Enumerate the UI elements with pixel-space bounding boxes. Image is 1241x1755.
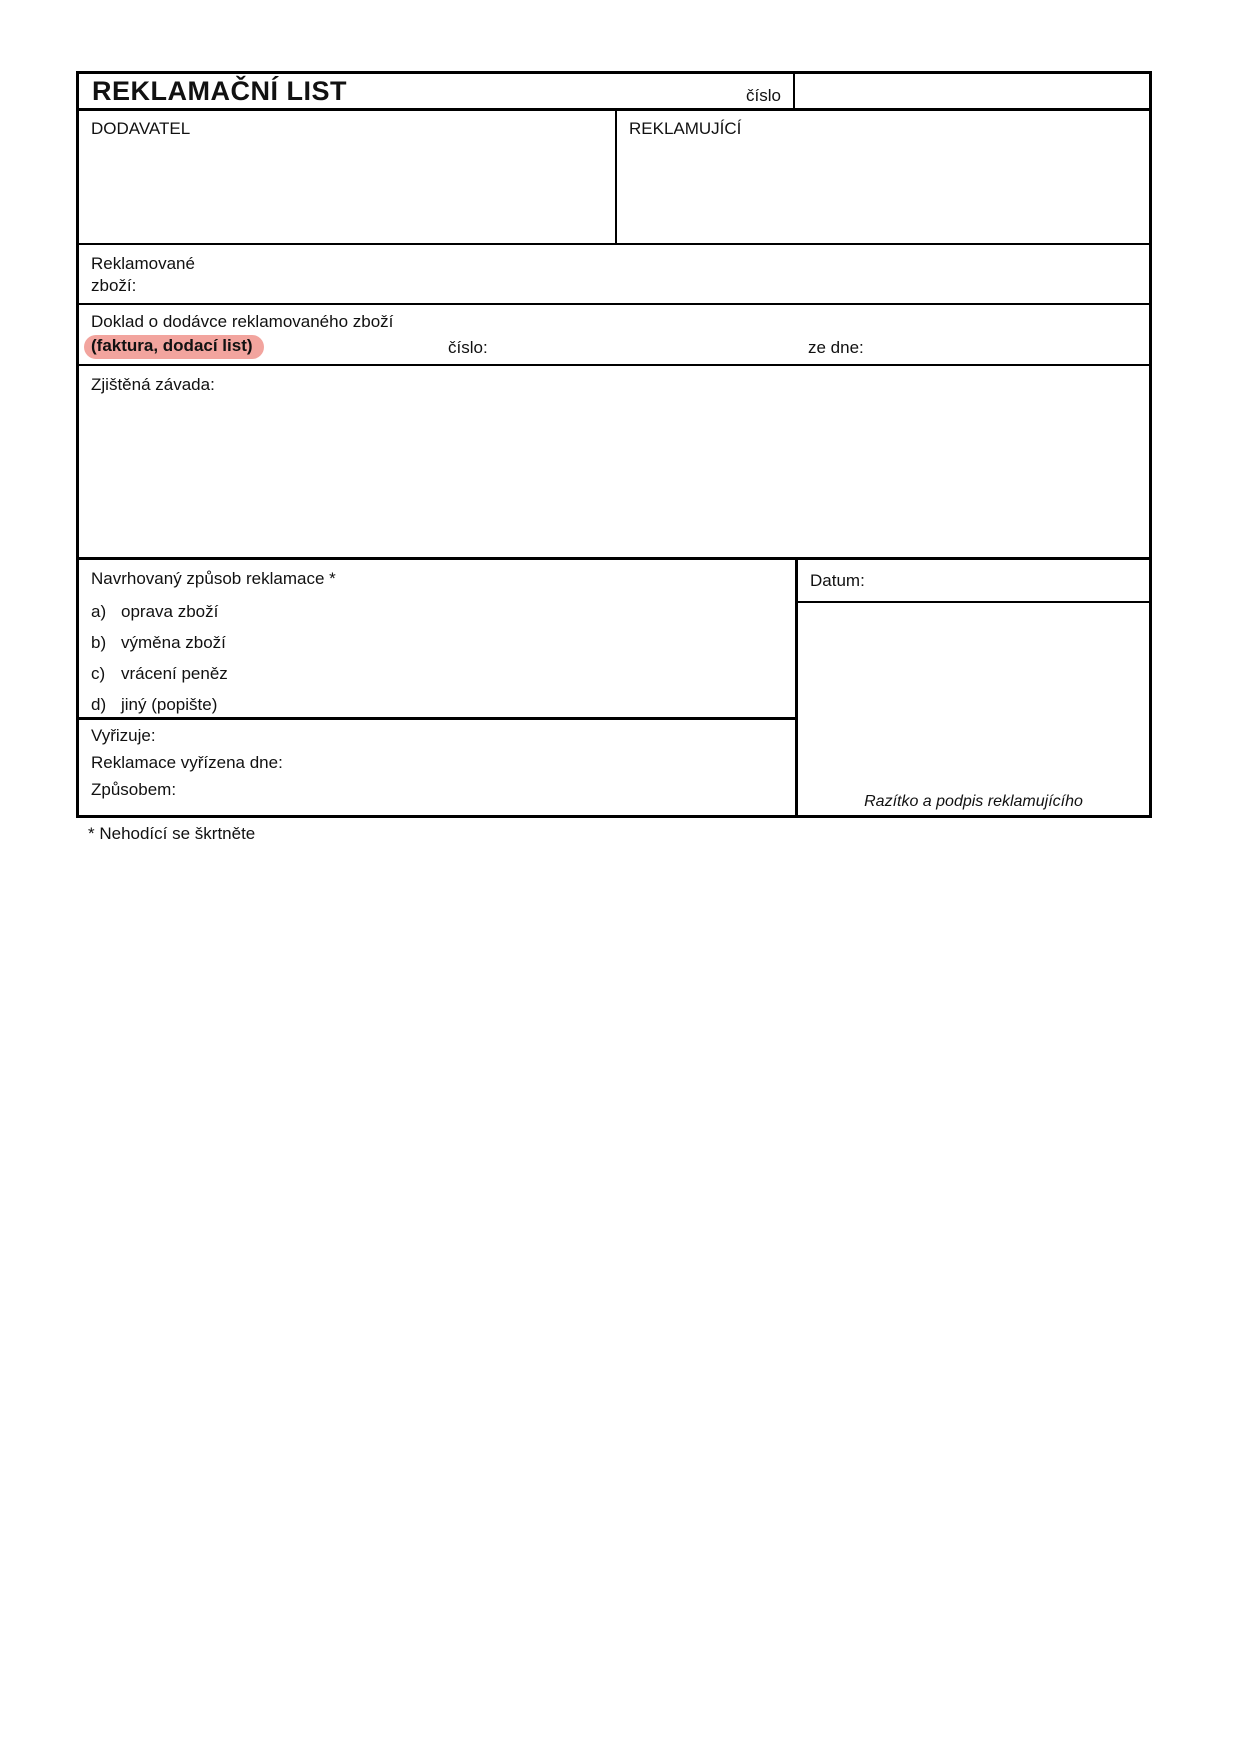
date-field	[798, 560, 1149, 603]
resolved-how-label: Způsobem:	[91, 779, 177, 799]
delivery-doc-label: Doklad o dodávce reklamovaného zboží	[91, 311, 394, 331]
method-option-d	[91, 695, 783, 715]
method-text: jiný (popište)	[121, 694, 218, 714]
claimed-goods-field	[79, 245, 1149, 305]
bottom-row	[79, 560, 1149, 815]
parties-row	[79, 111, 1149, 245]
supplier-field	[79, 111, 617, 243]
method-letter: a)	[91, 601, 107, 621]
delivery-doc-highlight: (faktura, dodací list)	[84, 335, 264, 359]
method-option-a	[91, 602, 783, 622]
method-letter: b)	[91, 632, 107, 652]
delivery-doc-row	[79, 305, 1149, 366]
handled-by-label: Vyřizuje:	[91, 725, 156, 745]
method-letter: c)	[91, 663, 106, 683]
doc-number-label: číslo:	[448, 337, 488, 357]
doc-date-label: ze dne:	[808, 337, 864, 357]
method-text: výměna zboží	[121, 632, 226, 652]
claimed-goods-label-line2: zboží:	[91, 275, 137, 295]
method-text: oprava zboží	[121, 601, 219, 621]
proposed-methods-cell	[79, 560, 795, 720]
method-text: vrácení peněz	[121, 663, 228, 683]
bottom-right-column	[798, 560, 1149, 815]
claimed-goods-label-line1: Reklamované	[91, 253, 195, 273]
defect-label: Zjištěná závada:	[91, 374, 215, 394]
claimant-label: REKLAMUJÍCÍ	[629, 118, 742, 138]
method-letter: d)	[91, 694, 107, 714]
method-option-c	[91, 664, 783, 684]
resolved-on-label: Reklamace vyřízena dne:	[91, 752, 283, 772]
title-cell	[79, 74, 795, 108]
title-row	[79, 74, 1149, 111]
defect-field	[79, 366, 1149, 560]
number-field	[795, 74, 1149, 108]
method-option-b	[91, 633, 783, 653]
claimant-field	[617, 111, 1149, 243]
form-title: REKLAMAČNÍ LIST	[92, 76, 347, 106]
date-label: Datum:	[810, 570, 865, 590]
bottom-left-column	[79, 560, 798, 815]
supplier-label: DODAVATEL	[91, 118, 191, 138]
signature-field	[798, 603, 1149, 815]
footnote: * Nehodící se škrtněte	[88, 824, 256, 843]
number-label: číslo	[746, 85, 781, 105]
complaint-form	[76, 71, 1152, 818]
proposed-method-label: Navrhovaný způsob reklamace *	[91, 568, 336, 588]
signature-caption: Razítko a podpis reklamujícího	[864, 792, 1083, 810]
handling-cell	[79, 720, 795, 815]
